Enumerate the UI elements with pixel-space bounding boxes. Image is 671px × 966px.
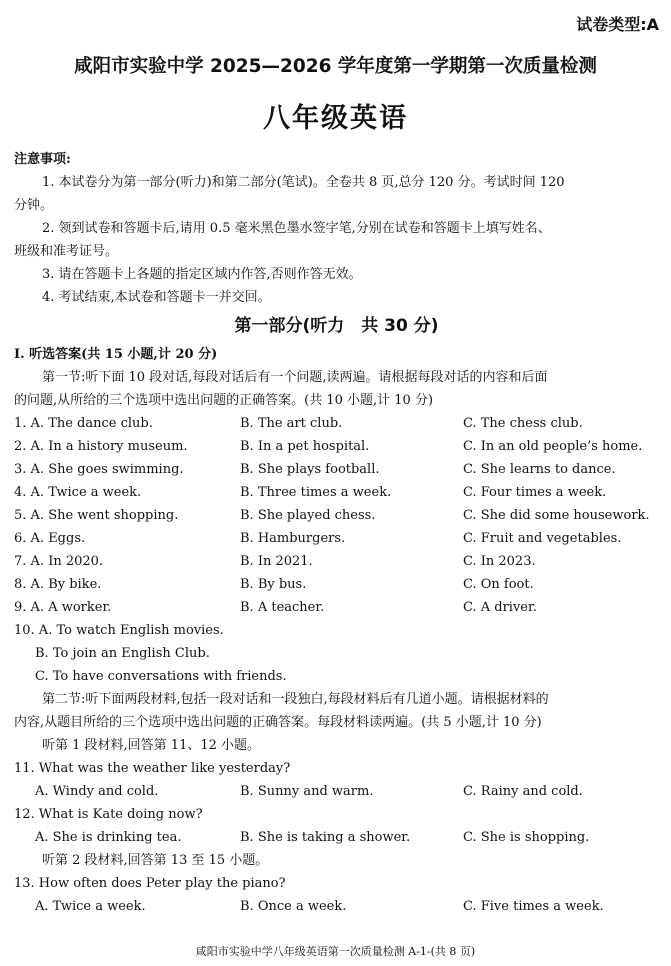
option-a: 7. A. In 2020. (14, 554, 104, 569)
option-c: C. Five times a week. (463, 899, 604, 914)
section2-intro: 第二节:听下面两段材料,包括一段对话和一段独白,每段材料后有几道小题。请根据材料的 (42, 692, 549, 707)
question-row (14, 435, 659, 458)
material2-intro: 听第 2 段材料,回答第 13 至 15 小题。 (42, 853, 269, 868)
option-b: B. In a pet hospital. (240, 439, 370, 454)
page-footer: 咸阳市实验中学八年级英语第一次质量检测 A-1-(共 8 页) (195, 945, 476, 958)
option-b: B. By bus. (240, 577, 307, 592)
option-c: C. In an old people’s home. (463, 439, 643, 454)
option-a: 2. A. In a history museum. (14, 439, 188, 454)
option-a: 1. A. The dance club. (14, 416, 153, 431)
option-b: B. She is taking a shower. (240, 830, 411, 845)
question-row (14, 458, 659, 481)
section-title: Ⅰ. 听选答案(共 15 小题,计 20 分) (14, 347, 218, 362)
question-row (14, 895, 659, 918)
option-b: B. She played chess. (240, 508, 376, 523)
exam-title: 咸阳市实验中学 2025—2026 学年度第一学期第一次质量检测 (74, 56, 597, 77)
question-row (14, 481, 659, 504)
option-c: C. The chess club. (463, 416, 583, 431)
q10-option-c: C. To have conversations with friends. (35, 669, 287, 684)
subject-title: 八年级英语 (263, 103, 408, 134)
option-b: B. Once a week. (240, 899, 347, 914)
option-b: B. Three times a week. (240, 485, 392, 500)
section2-intro: 内容,从题目所给的三个选项中选出问题的正确答案。每段材料读两遍。(共 5 小题,计 10 分) (14, 715, 542, 730)
question-row (14, 780, 659, 803)
option-b: B. Sunny and warm. (240, 784, 374, 799)
question-stem: 11. What was the weather like yesterday? (14, 761, 291, 776)
question-stem: 12. What is Kate doing now? (14, 807, 203, 822)
notice-item: 3. 请在答题卡上各题的指定区域内作答,否则作答无效。 (42, 267, 362, 282)
option-c: C. On foot. (463, 577, 534, 592)
option-a: 8. A. By bike. (14, 577, 102, 592)
option-a: 5. A. She went shopping. (14, 508, 179, 523)
option-c: C. In 2023. (463, 554, 536, 569)
option-c: C. Rainy and cold. (463, 784, 583, 799)
q10-option-b: B. To join an English Club. (35, 646, 210, 661)
question-row (14, 527, 659, 550)
option-a: A. She is drinking tea. (35, 830, 182, 845)
notice-item: 1. 本试卷分为第一部分(听力)和第二部分(笔试)。全卷共 8 页,总分 120 分。考试时间 120 (42, 175, 565, 190)
option-b: B. The art club. (240, 416, 343, 431)
option-c: C. A driver. (463, 600, 537, 615)
question-row (14, 504, 659, 527)
notice-item: 4. 考试结束,本试卷和答题卡一并交回。 (42, 290, 271, 305)
option-b: B. A teacher. (240, 600, 325, 615)
option-c: C. She is shopping. (463, 830, 590, 845)
option-a: 9. A. A worker. (14, 600, 112, 615)
question-stem: 13. How often does Peter play the piano? (14, 876, 286, 891)
notice-item: 班级和准考证号。 (14, 244, 119, 259)
option-b: B. She plays football. (240, 462, 380, 477)
part-one-title: 第一部分(听力 共 30 分) (234, 316, 439, 336)
q10-option-a: 10. A. To watch English movies. (14, 623, 224, 638)
option-a: A. Twice a week. (35, 899, 146, 914)
paper-type-label: 试卷类型:A (576, 15, 659, 34)
material1-intro: 听第 1 段材料,回答第 11、12 小题。 (42, 738, 261, 753)
section1-intro: 第一节:听下面 10 段对话,每段对话后有一个问题,读两遍。请根据每段对话的内容和后面 (42, 370, 548, 385)
option-b: B. Hamburgers. (240, 531, 346, 546)
option-c: C. She did some housework. (463, 508, 650, 523)
question-row (14, 826, 659, 849)
option-a: A. Windy and cold. (35, 784, 159, 799)
option-c: C. Four times a week. (463, 485, 607, 500)
option-a: 6. A. Eggs. (14, 531, 86, 546)
notice-item: 分钟。 (14, 198, 54, 213)
option-c: C. She learns to dance. (463, 462, 616, 477)
option-a: 4. A. Twice a week. (14, 485, 142, 500)
question-row (14, 412, 659, 435)
question-row (14, 596, 659, 619)
exam-body (14, 148, 659, 918)
notice-title: 注意事项: (14, 152, 71, 167)
question-row (14, 573, 659, 596)
option-c: C. Fruit and vegetables. (463, 531, 622, 546)
option-b: B. In 2021. (240, 554, 313, 569)
section1-intro: 的问题,从所给的三个选项中选出问题的正确答案。(共 10 小题,计 10 分) (14, 393, 434, 408)
option-a: 3. A. She goes swimming. (14, 462, 184, 477)
question-row (14, 550, 659, 573)
notice-item: 2. 领到试卷和答题卡后,请用 0.5 毫米黑色墨水签字笔,分别在试卷和答题卡上填写姓名、 (42, 221, 551, 236)
